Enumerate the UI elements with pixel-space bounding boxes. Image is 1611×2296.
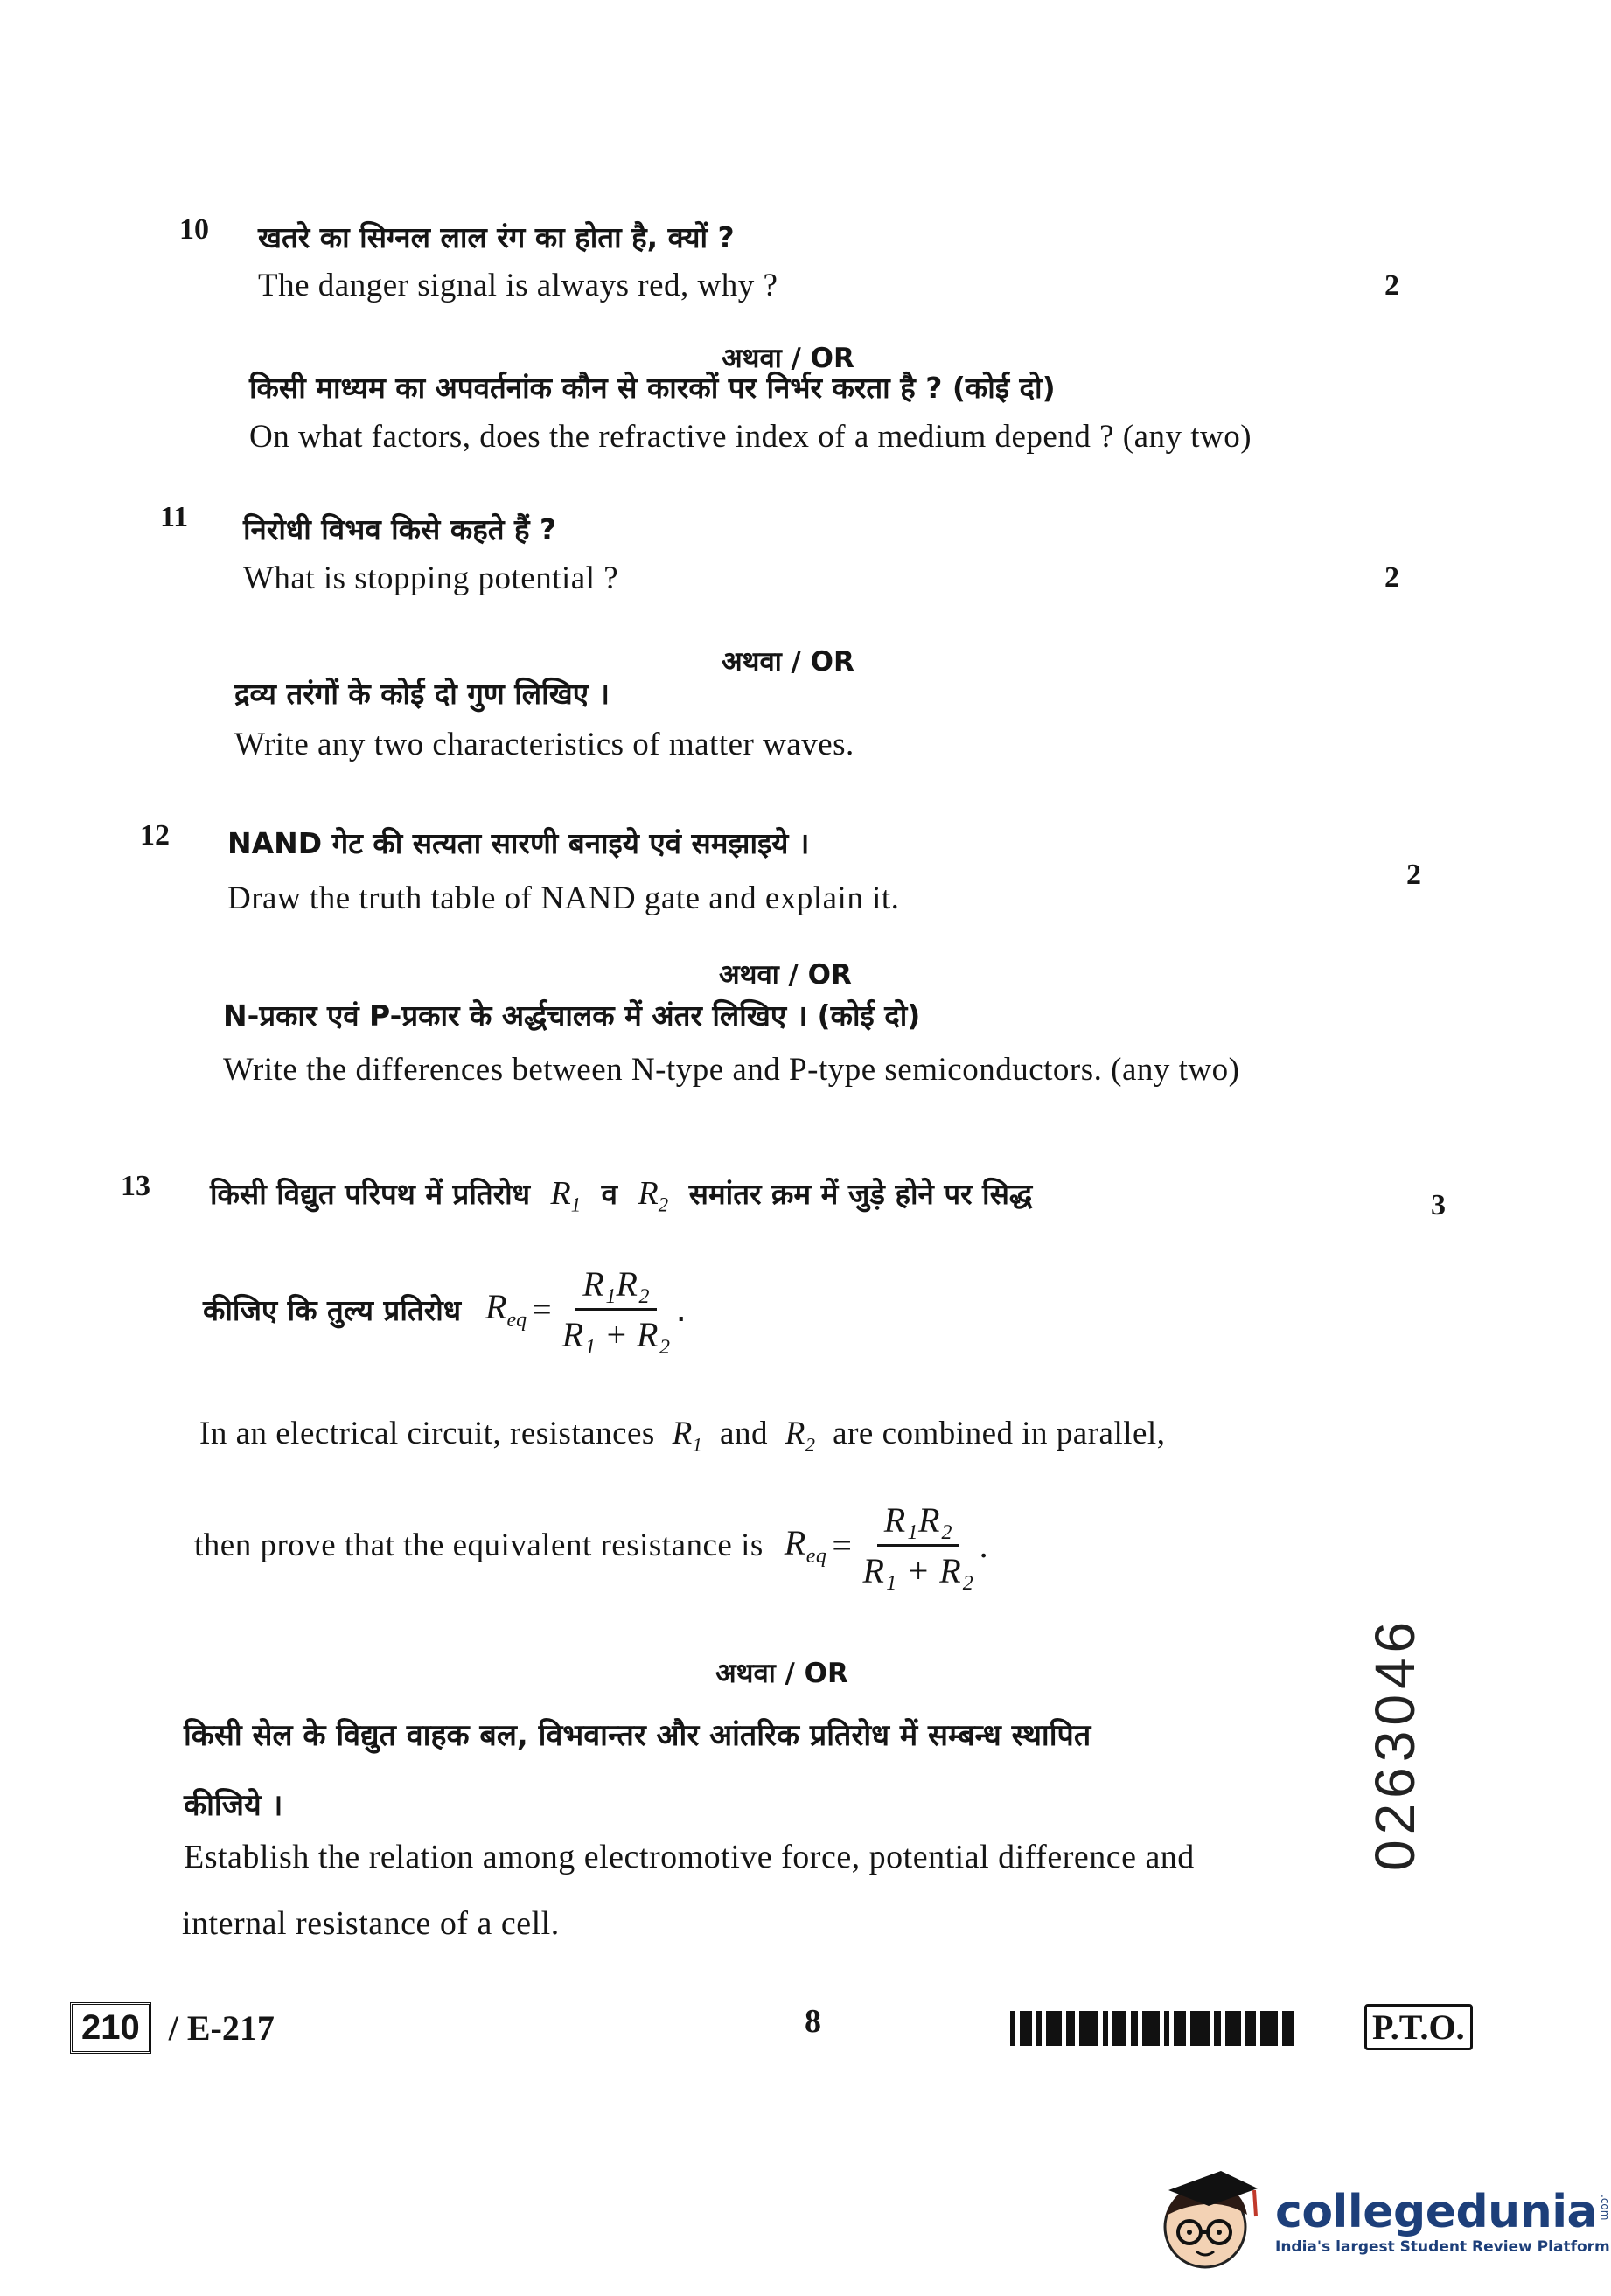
question-marks: 2: [1384, 561, 1399, 594]
r2-symbol: $R_2$: [638, 1175, 669, 1216]
formula-denominator: R₁ + R₂: [862, 1551, 974, 1590]
hindi-text-b: व: [601, 1177, 618, 1211]
question-english-line1: [199, 1415, 1165, 1456]
question-hindi-line2: [203, 1263, 687, 1355]
hindi-text-a: किसी विद्युत परिपथ में प्रतिरोध: [210, 1177, 531, 1211]
formula-fraction: [862, 1499, 973, 1591]
req-symbol: $R_{eq}$: [485, 1287, 527, 1332]
period: .: [979, 1526, 989, 1565]
alternate-hindi: किसी माध्यम का अपवर्तनांक कौन से कारकों पर निर्भर करता है ? (कोई दो): [249, 371, 1056, 405]
alternate-english: Write the differences between N-type and P-type semiconductors. (any two): [223, 1052, 1240, 1088]
student-mascot-icon: [1151, 2164, 1265, 2278]
question-hindi-line1: [210, 1173, 1032, 1217]
formula-fraction: [562, 1263, 671, 1355]
logo-name: collegedunia: [1275, 2186, 1598, 2238]
alternate-hindi-line1: किसी सेल के विद्युत वाहक बल, विभवान्तर और आंतरिक प्रतिरोध में सम्बन्ध स्थापित: [184, 1718, 1091, 1753]
question-number: 11: [160, 501, 189, 533]
question-english: The danger signal is always red, why ?: [258, 268, 778, 303]
question-marks: 2: [1406, 859, 1421, 891]
question-hindi: NAND गेट की सत्यता सारणी बनाइये एवं समझाइये ।: [227, 826, 810, 860]
hindi-text-c: समांतर क्रम में जुड़े होने पर सिद्ध: [688, 1177, 1033, 1211]
barcode: [1010, 2011, 1294, 2046]
logo-wordmark: [1275, 2186, 1611, 2256]
hindi-text: कीजिए कि तुल्य प्रतिरोध: [203, 1293, 462, 1327]
question-english: What is stopping potential ?: [243, 560, 619, 596]
question-marks: 2: [1384, 269, 1399, 302]
question-hindi: खतरे का सिग्नल लाल रंग का होता है, क्यों ?: [258, 220, 735, 254]
question-marks: 3: [1431, 1189, 1446, 1221]
or-label: अथवा / OR: [715, 1658, 848, 1689]
paper-number: / E-217: [168, 2008, 275, 2048]
alternate-english: Write any two characteristics of matter waves.: [234, 727, 854, 762]
alternate-hindi-line2: कीजिये ।: [184, 1788, 283, 1823]
alternate-english: On what factors, does the refractive index of a medium depend ? (any two): [249, 419, 1252, 455]
req-symbol: $R_{eq}$: [784, 1523, 827, 1568]
alternate-english-line1: Establish the relation among electromotive force, potential difference and: [184, 1839, 1195, 1875]
english-text-c: are combined in parallel,: [833, 1416, 1166, 1451]
r1-symbol: $R_1$: [550, 1175, 582, 1216]
side-serial-number: 0263046: [1363, 1616, 1426, 1871]
collegedunia-logo[interactable]: [1151, 2164, 1611, 2278]
or-label: अथवा / OR: [722, 343, 854, 374]
paper-code-box: 210: [70, 2002, 151, 2054]
formula-numerator: R₁R₂: [877, 1499, 960, 1547]
question-number: 13: [121, 1170, 150, 1202]
question-number: 10: [179, 213, 209, 246]
formula-numerator: R₁R₂: [575, 1263, 657, 1311]
equals-sign: =: [832, 1526, 853, 1565]
logo-tagline: India's largest Student Review Platform: [1275, 2238, 1610, 2256]
r1-symbol: $R_1$: [672, 1416, 703, 1456]
english-text-b: and: [720, 1416, 768, 1451]
period: .: [675, 1289, 687, 1330]
question-english: Draw the truth table of NAND gate and explain it.: [227, 880, 900, 916]
english-text-a: In an electrical circuit, resistances: [199, 1416, 655, 1451]
or-label: अथवा / OR: [722, 646, 854, 678]
r2-symbol: $R_2$: [785, 1416, 816, 1456]
footer-left: [70, 2002, 275, 2054]
english-text: then prove that the equivalent resistance is: [194, 1527, 764, 1563]
alternate-hindi: द्रव्य तरंगों के कोई दो गुण लिखिए ।: [234, 677, 610, 711]
alternate-english-line2: internal resistance of a cell.: [182, 1905, 560, 1942]
formula-denominator: R₁ + R₂: [561, 1315, 671, 1354]
question-english-line2: [194, 1499, 988, 1591]
page-number: 8: [805, 2003, 821, 2040]
or-label: अथवा / OR: [719, 959, 852, 991]
pto-mark: P.T.O.: [1364, 2004, 1473, 2050]
equals-sign: =: [532, 1290, 552, 1329]
alternate-hindi: N-प्रकार एवं P-प्रकार के अर्द्धचालक में अंतर लिखिए । (कोई दो): [223, 998, 921, 1033]
question-number: 12: [140, 819, 170, 852]
logo-suffix: .com: [1599, 2195, 1611, 2221]
question-hindi: निरोधी विभव किसे कहते हैं ?: [243, 512, 557, 546]
